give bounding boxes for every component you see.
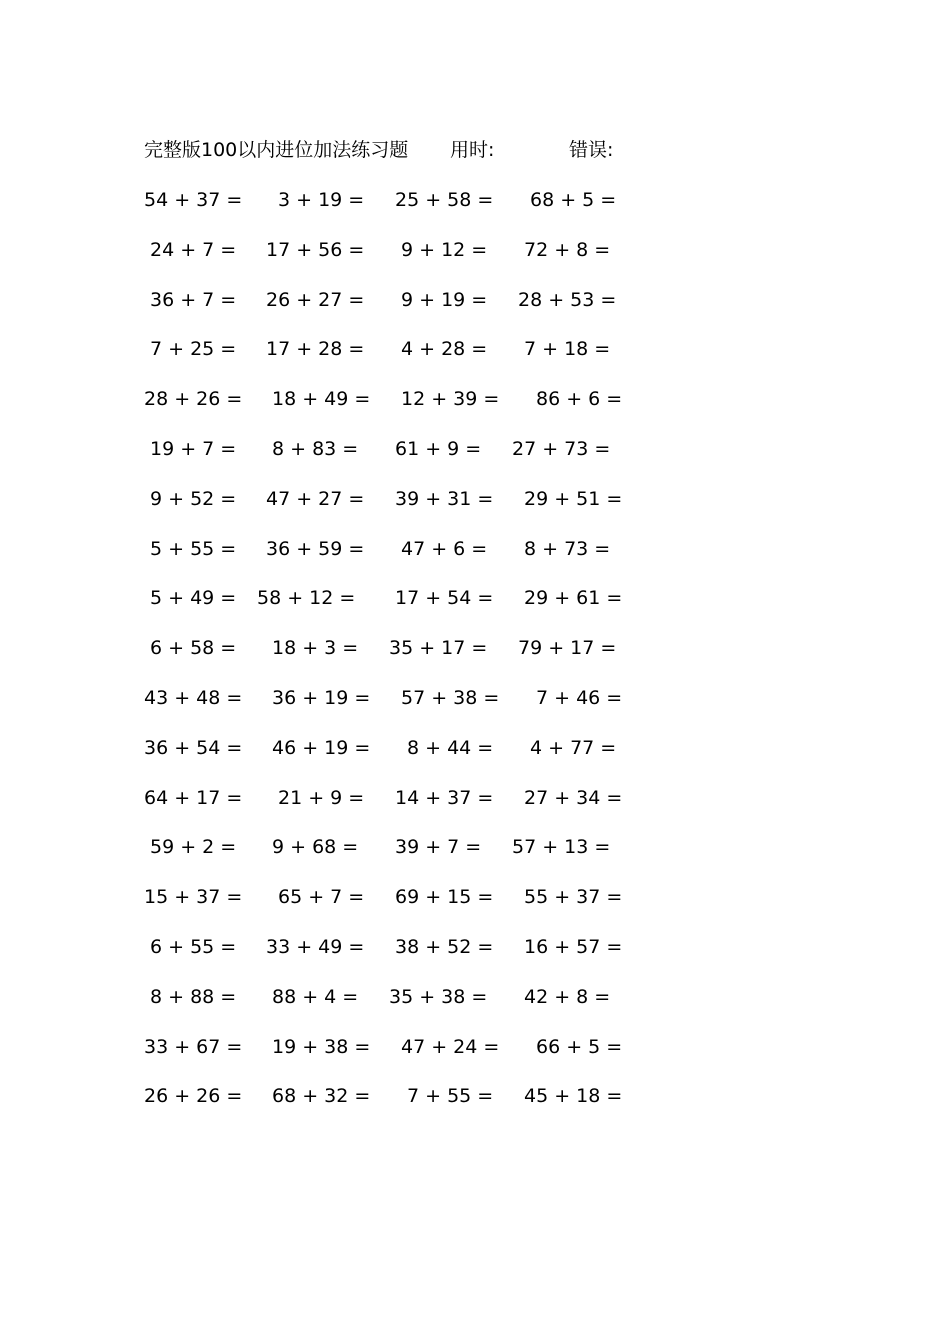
problem-item: 57 + 38 = [401, 686, 500, 709]
problem-item: 8 + 83 = [272, 437, 359, 460]
problem-item: 25 + 58 = [395, 189, 494, 211]
problem-row [144, 1081, 624, 1131]
problem-item: 47 + 24 = [401, 1035, 500, 1058]
problem-grid [144, 185, 624, 1131]
problem-item: 6 + 55 = [150, 935, 237, 958]
problem-row [144, 733, 624, 783]
problem-row [144, 534, 624, 584]
problem-item: 8 + 44 = [407, 736, 494, 759]
problem-item: 18 + 3 = [272, 637, 359, 660]
problem-item: 33 + 67 = [144, 1035, 243, 1058]
problem-item: 21 + 9 = [278, 786, 365, 809]
problem-item: 15 + 37 = [144, 886, 243, 909]
problem-item: 4 + 77 = [530, 736, 617, 759]
time-label: 用时: [450, 139, 495, 161]
problem-item: 27 + 73 = [512, 437, 611, 460]
problem-item: 58 + 12 = [257, 587, 356, 610]
problem-item: 45 + 18 = [524, 1085, 623, 1108]
problem-item: 9 + 68 = [272, 836, 359, 859]
problem-item: 8 + 88 = [150, 985, 237, 1008]
problem-row [144, 185, 624, 235]
problem-row [144, 633, 624, 683]
problem-item: 28 + 26 = [144, 388, 243, 411]
problem-item: 36 + 19 = [272, 686, 371, 709]
problem-row [144, 932, 624, 982]
problem-item: 28 + 53 = [518, 288, 617, 311]
problem-row [144, 982, 624, 1032]
problem-item: 4 + 28 = [401, 338, 488, 361]
problem-item: 6 + 58 = [150, 637, 237, 660]
problem-item: 18 + 49 = [272, 388, 371, 411]
worksheet-title: 完整版100以内进位加法练习题 [144, 139, 409, 161]
problem-item: 72 + 8 = [524, 238, 611, 261]
problem-row [144, 434, 624, 484]
problem-row [144, 484, 624, 534]
problem-item: 17 + 54 = [395, 587, 494, 610]
problem-item: 55 + 37 = [524, 886, 623, 909]
problem-item: 68 + 5 = [530, 189, 617, 211]
problem-item: 43 + 48 = [144, 686, 243, 709]
problem-row [144, 235, 624, 285]
problem-item: 39 + 31 = [395, 487, 494, 510]
problem-item: 57 + 13 = [512, 836, 611, 859]
problem-item: 12 + 39 = [401, 388, 500, 411]
problem-item: 36 + 54 = [144, 736, 243, 759]
problem-item: 36 + 59 = [266, 537, 365, 560]
problem-item: 42 + 8 = [524, 985, 611, 1008]
problem-item: 7 + 18 = [524, 338, 611, 361]
problem-item: 19 + 38 = [272, 1035, 371, 1058]
problem-row [144, 334, 624, 384]
problem-item: 3 + 19 = [278, 189, 365, 211]
problem-item: 65 + 7 = [278, 886, 365, 909]
problem-item: 26 + 27 = [266, 288, 365, 311]
problem-item: 9 + 52 = [150, 487, 237, 510]
problem-row [144, 783, 624, 833]
problem-item: 5 + 55 = [150, 537, 237, 560]
problem-item: 88 + 4 = [272, 985, 359, 1008]
problem-item: 64 + 17 = [144, 786, 243, 809]
problem-row [144, 683, 624, 733]
problem-item: 86 + 6 = [536, 388, 623, 411]
problem-item: 47 + 27 = [266, 487, 365, 510]
problem-item: 19 + 7 = [150, 437, 237, 460]
problem-item: 47 + 6 = [401, 537, 488, 560]
problem-item: 17 + 28 = [266, 338, 365, 361]
problem-item: 17 + 56 = [266, 238, 365, 261]
problem-item: 46 + 19 = [272, 736, 371, 759]
problem-item: 36 + 7 = [150, 288, 237, 311]
problem-item: 33 + 49 = [266, 935, 365, 958]
problem-item: 35 + 17 = [389, 637, 488, 660]
problem-item: 39 + 7 = [395, 836, 482, 859]
problem-item: 54 + 37 = [144, 189, 243, 211]
problem-row [144, 832, 624, 882]
problem-item: 7 + 55 = [407, 1085, 494, 1108]
problem-row [144, 583, 624, 633]
problem-item: 66 + 5 = [536, 1035, 623, 1058]
problem-item: 7 + 46 = [536, 686, 623, 709]
problem-item: 5 + 49 = [150, 587, 237, 610]
problem-item: 26 + 26 = [144, 1085, 243, 1108]
problem-item: 79 + 17 = [518, 637, 617, 660]
problem-item: 8 + 73 = [524, 537, 611, 560]
problem-item: 16 + 57 = [524, 935, 623, 958]
problem-item: 29 + 51 = [524, 487, 623, 510]
problem-item: 61 + 9 = [395, 437, 482, 460]
problem-item: 59 + 2 = [150, 836, 237, 859]
problem-item: 68 + 32 = [272, 1085, 371, 1108]
problem-item: 24 + 7 = [150, 238, 237, 261]
problem-item: 69 + 15 = [395, 886, 494, 909]
problem-item: 38 + 52 = [395, 935, 494, 958]
problem-item: 29 + 61 = [524, 587, 623, 610]
problem-row [144, 1032, 624, 1082]
problem-item: 14 + 37 = [395, 786, 494, 809]
problem-item: 9 + 12 = [401, 238, 488, 261]
problem-item: 27 + 34 = [524, 786, 623, 809]
problem-row [144, 882, 624, 932]
errors-label: 错误: [569, 139, 614, 161]
problem-item: 7 + 25 = [150, 338, 237, 361]
problem-item: 35 + 38 = [389, 985, 488, 1008]
problem-item: 9 + 19 = [401, 288, 488, 311]
problem-row [144, 384, 624, 434]
problem-row [144, 285, 624, 335]
